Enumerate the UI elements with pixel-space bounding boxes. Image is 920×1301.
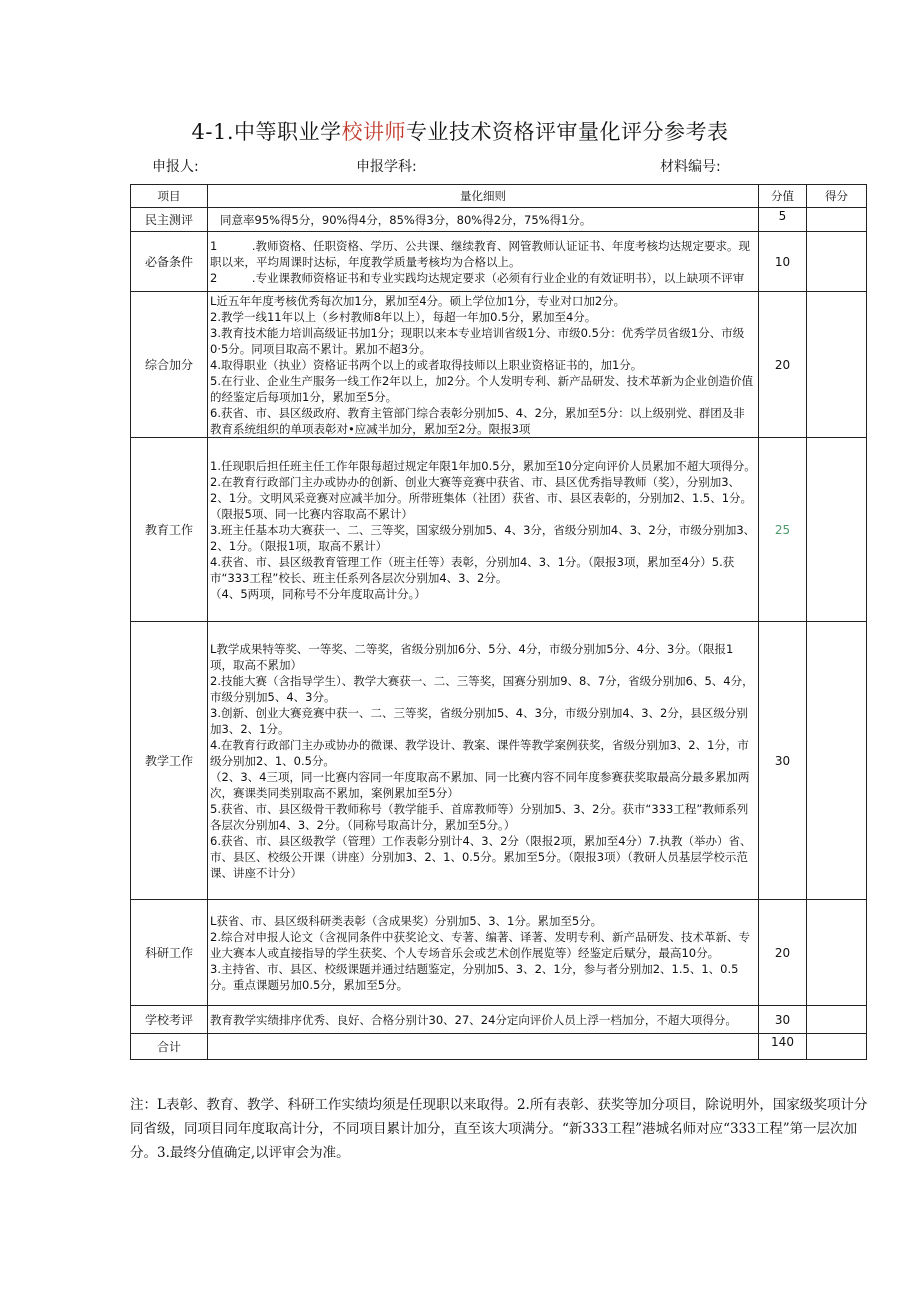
table-row — [131, 1034, 867, 1060]
material-no-label: 材料编号: — [660, 159, 721, 175]
detail-line: 同意率95%得5分，90%得4分，85%得3分，80%得2分，75%得1分。 — [220, 212, 592, 227]
row-detail — [208, 622, 759, 900]
table-row — [131, 232, 867, 292]
table-row — [131, 900, 867, 1006]
row-item-label: 科研工作 — [131, 900, 208, 1006]
detail-line: 5.在行业、企业生产服务一线工作2年以上，加2分。个人发明专利、新产品研发、技术革新为企业创造价值的经鉴定后每项加1分，累加至5分。 — [210, 373, 754, 404]
table-body — [131, 208, 867, 1060]
row-item-label: 必备条件 — [131, 232, 208, 292]
row-score: 10 — [759, 232, 807, 292]
detail-line: L近五年年度考核优秀每次加1分，累加至4分。硕上学位加1分，专业对口加2分。 — [210, 293, 626, 308]
detail-line: L教学成果特等奖、一等奖、二等奖，省级分别加6分、5分、4分，市级分别加5分、4分、3分。（限报1项，取高不累加） — [210, 641, 734, 672]
row-earned-field[interactable] — [807, 1006, 867, 1034]
header-earned: 得分 — [807, 185, 867, 208]
header-item: 项目 — [131, 185, 208, 208]
footnote: 注：L表彰、教育、教学、科研工作实绩均须是任现职以来取得。2.所有表彰、获奖等加分项目，除说明外，国家级奖项计分同省级，同项目同年度取高计分，不同项目累计加分，直至该大项满分。“新333工程”港城名师对应“333工程”第一层次加分。3.最终分值确定,以评审会为准。 — [130, 1097, 868, 1161]
detail-line: 4.获省、市、县区级教育管理工作（班主任等）表彰，分别加4、3、1分。（限报3项，累加至4分）5.获市“333工程”校长、班主任系列各层次分别加4、3、2分。 — [210, 554, 735, 585]
detail-line: 2.在教育行政部门主办或协办的创新、创业大赛等竞赛中获省、市、县区优秀指导教师（奖），分别加3、2、1分。文明风采竞赛对应减半加分。所带班集体（社团）获省、市、县区表彰的，分别加2、1.5、1分。（限报5项、同一比赛内容取高不累计） — [210, 474, 753, 521]
row-earned-field[interactable] — [807, 232, 867, 292]
row-score: 30 — [759, 622, 807, 900]
row-detail — [208, 438, 759, 622]
detail-line: 4.取得职业（执业）资格证书两个以上的或者取得技师以上职业资格证书的，加1分。 — [210, 357, 643, 372]
row-earned-field[interactable] — [807, 438, 867, 622]
row-detail — [208, 232, 759, 292]
row-score: 140 — [759, 1034, 807, 1060]
table-row — [131, 622, 867, 900]
detail-line: 2 .专业课教师资格证书和专业实践均达规定要求（必须有行业企业的有效证明书），以上缺项不评审 — [210, 270, 745, 285]
detail-line: 1.任现职后担任班主任工作年限每超过规定年限1年加0.5分，累加至10分定向评价人员累加不超大项得分。 — [210, 458, 756, 473]
detail-line: 2.综合对申报人论文（含视同条件中获奖论文、专著、编著、译著、发明专利、新产品研发、技术革新、专业大赛本人或直接指导的学生获奖、个人专场音乐会或艺术创作展览等）经鉴定后赋分，最高10分。 — [210, 929, 750, 960]
row-detail — [208, 1006, 759, 1034]
row-detail — [208, 292, 759, 438]
table-row — [131, 292, 867, 438]
row-score: 25 — [759, 438, 807, 622]
detail-line: 3.教育技术能力培训高级证书加1分；现职以来本专业培训省级1分、市级0.5分：优秀学员省级1分、市级0·5分。同项目取高不累计。累加不超3分。 — [210, 325, 745, 356]
detail-line: L获省、市、县区级科研类表彰（含成果奖）分别加5、3、1分。累加至5分。 — [210, 913, 603, 928]
row-score: 20 — [759, 292, 807, 438]
row-item-label: 合计 — [131, 1034, 208, 1060]
row-item-label: 学校考评 — [131, 1006, 208, 1034]
table-header-row — [131, 185, 867, 208]
detail-line: 3.创新、创业大赛竞赛中获一、二、三等奖，省级分别加5、4、3分，市级分别加4、3、2分，县区级分别加3、2、1分。 — [210, 705, 748, 736]
row-score: 5 — [759, 208, 807, 232]
subject-label: 申报学科: — [356, 159, 417, 175]
detail-line: 5.获省、市、县区级骨干教师称号（教学能手、首席教师等）分别加5、3、2分。获市“333工程”教师系列各层次分别加4、3、2分。（同称号取高计分，累加至5分。） — [210, 801, 749, 832]
header-detail: 量化细则 — [208, 185, 759, 208]
row-detail — [208, 208, 759, 232]
title-suffix: 专业技术资格评审量化评分参考表 — [406, 120, 729, 144]
detail-line: 1 .教师资格、任职资格、学历、公共课、继续教育、网管教师认证证书、年度考核均达规定要求。现职以来，平均周课时达标，年度教学质量考核均为合格以上。 — [210, 238, 750, 269]
detail-line: 4.在教育行政部门主办或协办的微课、教学设计、教案、课件等教学案例获奖，省级分别加3、2、1分，市级分别加2、1、0.5分。 — [210, 737, 749, 768]
row-score: 20 — [759, 900, 807, 1006]
title-prefix: 4-1.中等职业学 — [191, 120, 342, 144]
page-title — [0, 116, 920, 146]
row-earned-field[interactable] — [807, 1034, 867, 1060]
detail-line: （4、5两项，同称号不分年度取高计分。） — [210, 586, 426, 601]
row-item-label: 民主测评 — [131, 208, 208, 232]
table-row — [131, 1006, 867, 1034]
row-earned-field[interactable] — [807, 208, 867, 232]
table-row — [131, 438, 867, 622]
title-highlight: 校讲师 — [341, 120, 406, 144]
row-detail — [208, 1034, 759, 1060]
row-item-label: 教学工作 — [131, 622, 208, 900]
row-item-label: 综合加分 — [131, 292, 208, 438]
detail-line: 教育教学实绩排序优秀、良好、合格分别计30、27、24分定向评价人员上浮一档加分，不超大项得分。 — [210, 1012, 737, 1027]
table-row — [131, 208, 867, 232]
detail-line: 3.班主任基本功大赛获一、二、三等奖，国家级分别加5、4、3分，省级分别加4、3、2分，市级分别加3、2、1分。（限报1项，取高不累计） — [210, 522, 756, 553]
detail-line: 2.教学一线11年以上（乡村教师8年以上），每超一年加0.5分，累加至4分。 — [210, 309, 597, 324]
detail-line: 2.技能大赛（含指导学生）、教学大赛获一、二、三等奖，国赛分别加9、8、7分，省级分别加6、5、4分，市级分别加5、4、3分。 — [210, 673, 754, 704]
row-item-label: 教育工作 — [131, 438, 208, 622]
row-score: 30 — [759, 1006, 807, 1034]
scoring-table — [130, 184, 867, 1060]
applicant-label: 申报人: — [152, 159, 199, 175]
row-earned-field[interactable] — [807, 900, 867, 1006]
detail-line: 3.主持省、市、县区、校级课题并通过结题鉴定，分别加5、3、2、1分，参与者分别加2、1.5、1、0.5分。重点课题另加0.5分，累加至5分。 — [210, 961, 739, 992]
row-earned-field[interactable] — [807, 622, 867, 900]
detail-line: 6.获省、市、县区级政府、教育主管部门综合表彰分别加5、4、2分，累加至5分：以上级别党、群团及非教育系统组织的单项表彰对•应减半加分，累加至2分。限报3项 — [210, 405, 745, 436]
detail-line: （2、3、4三项，同一比赛内容同一年度取高不累加、同一比赛内容不同年度参赛获奖取最高分最多累加两次，赛课类同类别取高不累加，案例累加至5分） — [210, 769, 750, 800]
row-earned-field[interactable] — [807, 292, 867, 438]
row-detail — [208, 900, 759, 1006]
header-score: 分值 — [759, 185, 807, 208]
detail-line: 6.获省、市、县区级教学（管理）工作表彰分别计4、3、2分（限报2项，累加至4分）7.执教（举办）省、市、县区、校级公开课（讲座）分别加3、2、1、0.5分。累加至5分。（限报3项）（教研人员基层学校示范课、讲座不计分） — [210, 833, 752, 880]
